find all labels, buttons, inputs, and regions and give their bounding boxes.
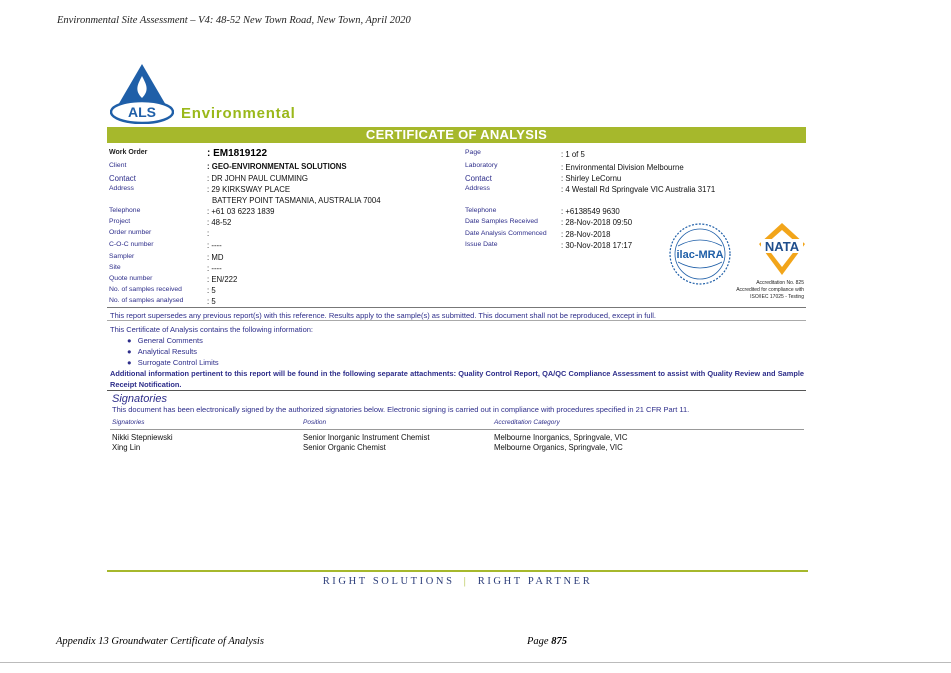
signatory-accreditation: Melbourne Organics, Springvale, VIC	[494, 443, 623, 452]
signatory-position: Senior Organic Chemist	[303, 443, 386, 452]
quote-number-value: : EN/222	[207, 275, 238, 284]
site-value: : ----	[207, 264, 222, 273]
field-label: Telephone	[109, 207, 141, 214]
issue-date-value: : 30-Nov-2018 17:17	[561, 241, 633, 250]
nata-text: NATA	[764, 239, 800, 254]
field-label: Site	[109, 264, 121, 271]
divider	[107, 307, 806, 308]
field-label: Address	[465, 185, 490, 192]
green-rule	[107, 570, 808, 572]
field-label: Work Order	[109, 149, 148, 156]
address-value: : 29 KIRKSWAY PLACE	[207, 185, 291, 194]
lab-contact-value: : Shirley LeCornu	[561, 174, 622, 183]
field-label: Issue Date	[465, 241, 498, 248]
ilac-mra-text: ilac-MRA	[676, 249, 724, 261]
order-number-value: :	[207, 229, 210, 238]
telephone-value: : +61 03 6223 1839	[207, 207, 275, 216]
accreditation-line-2: Accredited for compliance with	[736, 287, 804, 293]
appendix-label: Appendix 13 Groundwater Certificate of Analysis	[56, 636, 264, 647]
field-label: Telephone	[465, 207, 497, 214]
page-bottom-rule	[0, 662, 951, 663]
signatories-note: This document has been electronically signed by the authorized signatories below. Electronic signing is carried out in compliance with procedures specified in 21 CFR Part 11.	[112, 405, 690, 414]
divider	[107, 390, 806, 391]
date-commenced-value: : 28-Nov-2018	[561, 230, 611, 239]
supersedes-note: This report supersedes any previous report(s) with this reference. Results apply to the sample(s) as submitted. This document shall not be reproduced, except in full.	[110, 311, 656, 320]
field-label: Date Analysis Commenced	[465, 230, 547, 237]
signatories-heading: Signatories	[112, 393, 168, 405]
client-value: : GEO-ENVIRONMENTAL SOLUTIONS	[207, 162, 347, 171]
brand-name: Environmental	[181, 105, 296, 122]
contents-item: ● General Comments	[127, 336, 203, 345]
accreditation-line-3: ISO/IEC 17025 - Testing	[750, 294, 804, 300]
field-label: Page	[465, 149, 481, 156]
als-logo-letters: ALS	[128, 104, 156, 120]
certificate-title: CERTIFICATE OF ANALYSIS	[107, 127, 806, 143]
project-value: : 48-52	[207, 218, 232, 227]
sampler-value: : MD	[207, 253, 224, 262]
field-label: Project	[109, 218, 131, 225]
signatory-accreditation: Melbourne Inorganics, Springvale, VIC	[494, 433, 628, 442]
field-label: Order number	[109, 229, 152, 236]
field-label: No. of samples analysed	[109, 297, 184, 304]
contents-intro: This Certificate of Analysis contains the following information:	[110, 325, 314, 334]
field-label: Contact	[465, 174, 492, 183]
field-label: C-O-C number	[109, 241, 154, 248]
column-header: Signatories	[112, 419, 145, 426]
signatory-position: Senior Inorganic Instrument Chemist	[303, 433, 430, 442]
additional-info: Additional information pertinent to this report will be found in the following separate attachments: Quality Control Report, QA/QC Compliance Assessment to assist with Quality Review and Sample Receipt Notification.	[110, 369, 804, 389]
field-label: Sampler	[109, 253, 135, 260]
signatory-name: Xing Lin	[112, 443, 141, 452]
contact-value: : DR JOHN PAUL CUMMING	[207, 174, 308, 183]
field-label: Client	[109, 162, 127, 169]
ilac-mra-logo	[668, 222, 732, 286]
tagline: RIGHT SOLUTIONS | RIGHT PARTNER	[322, 576, 593, 587]
field-label: Address	[109, 185, 134, 192]
lab-address-value: : 4 Westall Rd Springvale VIC Australia 3171	[561, 185, 716, 194]
field-label: Contact	[109, 174, 136, 183]
field-label: Laboratory	[465, 162, 498, 169]
als-logo	[110, 62, 174, 124]
coc-number-value: : ----	[207, 241, 222, 250]
column-header: Accreditation Category	[494, 419, 560, 426]
page-value: : 1 of 5	[561, 150, 585, 159]
bullet-icon: ●	[127, 336, 132, 345]
bullet-icon: ●	[127, 358, 132, 367]
nata-logo	[758, 222, 806, 276]
column-header: Position	[303, 419, 327, 426]
accreditation-number: Accreditation No. 825	[756, 280, 804, 286]
page-number: Page 875	[527, 636, 567, 647]
samples-received-value: : 5	[207, 286, 216, 295]
samples-analysed-value: : 5	[207, 297, 216, 306]
date-received-value: : 28-Nov-2018 09:50	[561, 218, 633, 227]
divider	[107, 320, 806, 321]
bullet-icon: ●	[127, 347, 132, 356]
contents-item: ● Analytical Results	[127, 347, 197, 356]
laboratory-value: : Environmental Division Melbourne	[561, 163, 684, 172]
divider	[110, 429, 804, 430]
address-line-2: BATTERY POINT TASMANIA, AUSTRALIA 7004	[212, 196, 381, 205]
signatory-name: Nikki Stepniewski	[112, 433, 173, 442]
lab-telephone-value: : +6138549 9630	[561, 207, 620, 216]
running-header: Environmental Site Assessment – V4: 48-52 New Town Road, New Town, April 2020	[57, 15, 411, 26]
field-label: No. of samples received	[109, 286, 182, 293]
field-label: Quote number	[109, 275, 153, 282]
work-order-value: : EM1819122	[207, 148, 268, 159]
contents-item: ● Surrogate Control Limits	[127, 358, 219, 367]
field-label: Date Samples Received	[465, 218, 538, 225]
